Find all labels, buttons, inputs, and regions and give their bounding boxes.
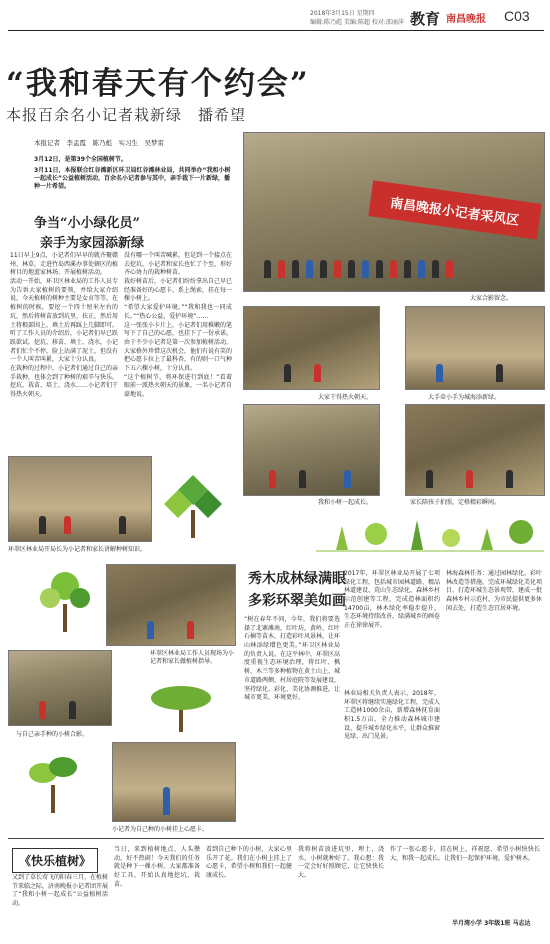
body-paragraph: 11日早上9点，小记者们早早的就齐聚赣州、林草，走进竹岛西溪办事处辖区的植树目的地蓝家林场，开展植树活动。 <box>10 252 119 277</box>
header-rule <box>8 30 544 31</box>
event-banner: 南昌晚报小记者采风区 <box>368 180 541 239</box>
body-paragraph: “希望大家爱护环境。”“我和我也一同成长。”“热心公益，爱护环境”…… <box>124 304 232 320</box>
photo-caption: 环翠区林业局开局长为小记者和家长讲解种树知识。 <box>8 546 147 553</box>
section2-column-3: 林业局相关负责人表示，2018年，环翠区将继续实施绿化工程，完成人工造林1000余亩，新增森林抚育面积1.5万亩，全力推动森林城市建设，提升城乡绿化水平，让群众推窗见绿、出门见景。 <box>344 690 441 741</box>
footer-author: 半月湾小学 3年级1班 马志达 <box>452 920 531 927</box>
tree-icon <box>30 564 100 634</box>
footer-rule <box>8 838 544 839</box>
photo-caption: 大手牵小手为城海添新绿。 <box>428 394 501 401</box>
photo-caption: 小记者为自己种的小树挂上心愿卡。 <box>112 826 209 833</box>
section2-heading-line2: 多彩环翠美如画 <box>248 593 346 609</box>
body-paragraph: 由于不少小记者是第一次参加植树活动，大家格外珍惜这次机会，他们有说有笑的把心愿卡拉上了最科杏，有的则一口气种下五六棵小树，十分认真。 <box>124 338 233 372</box>
tree-icon <box>158 470 228 540</box>
photo-caption: 我和小树一起成长。 <box>318 499 373 506</box>
photo-caption: 大家合影留念。 <box>470 295 513 302</box>
photo-caption: 大家干得热火朝天。 <box>318 394 373 401</box>
section2-column-4: 林海森林任务：通过园林绿化，彩叶林改造等措施，完成环城绿化美化项目，打造环城生态景观带，建成一批森林乡村示范村，为市民提供更多休闲去处，打造生态宜居环境。 <box>446 570 543 612</box>
footer-column-5: 作了一张心愿卡，挂在树上，祥祝愿，希望小树快快长大，和我一起成长。让我们一起保护环境，爱护树木。 <box>390 846 540 862</box>
wish-card-photo <box>112 742 236 822</box>
planting-photo-1 <box>243 306 380 390</box>
byline: 本报记者 李孟霞 陈乃彪 实习生 吴梦雷 <box>34 139 164 147</box>
lead-paragraph-1: 3月12日，是第39个全国植树节。 <box>34 156 127 163</box>
body-paragraph: 在栽种的过程中，小记者们通过自己的亲手栽种，也体会到了种树的艰辛与快乐。 <box>10 364 119 381</box>
body-paragraph: 听了工作人员的介绍后，小记者们早已跃跃欲试。挖坑、移苗、填土、浇水，小记者们忙个不停，脸上沾满了泥土，但没有一个人叫苦叫累，大家十分认真。 <box>10 330 119 364</box>
body-paragraph: 活动一开始，环卫区林业局的工作人员专为告诉大家植树的要领，并给大家介绍说，今天植树的树种主要是女贞等等，在植树的时候，要挖一个四十厘米左右的坑，然后将树苗放到坑里，扶正，然后用土将根部围上，填土后再踩上几脚即可。 <box>10 278 119 329</box>
body-paragraph: “这个植树节，将环保进行到底！”看着眼前一派热火朝天的景象，一名小记者自豪地说。 <box>124 373 233 398</box>
section1-heading-line2: 亲手为家园添新绿 <box>40 236 145 251</box>
footer-title: 《快乐植树》 <box>12 848 98 873</box>
planting-photo-2 <box>405 306 545 390</box>
section1-right-column <box>124 252 232 400</box>
section1-heading-line1: 争当“小小绿化员” <box>34 216 140 231</box>
tree-row-decoration <box>316 512 544 552</box>
tree-icon <box>18 745 88 815</box>
main-headline: “我和春天有个约会” <box>6 66 310 102</box>
section2-column-1: “树在春年不问，今年，我们将要选择了北寨滩南，红叶坊，黄岭，红叶石楠等苗木，打造彩叶风景林，让环山林添绿增色更美。”环卫区林业局的负责人说。在这平林中，环翠区高度重视生态环境治理，将红叶、枫树、木兰等多种植物在黄土山上、城市道路两侧、村居庭院等发展建设，坚持绿化、彩化、美化协调推进，让城市更美、环境更好。 <box>244 616 341 702</box>
section2-heading-line1: 秀木成林绿满眼 <box>248 571 346 587</box>
photo-caption: 家长陪孩子拍照，定格精彩瞬间。 <box>410 499 501 506</box>
photo-caption: 环翠区林业局工作人员现场为小记者和家长做植树指导。 <box>150 650 235 666</box>
section2-column-2: 2017年，环翠区林业局开展了七项绿化工程，包括城市园林道路、精品林道建设、荒山生态绿化、森林乡村示范创建等工程，完成造林面积约14700亩，林木绿化率稳步提升，生态环境持续改善，绿满城乡的画卷正在徐徐展开。 <box>344 570 441 630</box>
planting-photo-3 <box>243 404 380 496</box>
page-number: C03 <box>504 8 530 24</box>
sub-headline: 本报百余名小记者栽新绿 播希望 <box>6 106 247 124</box>
body-paragraph: 没有哪一个叫苦喊累，但是到一个接点在去挖坑，小记者和家长也忙了个至，形好齐心协力的栽种树苗。 <box>124 252 233 277</box>
lead-paragraph-2: 3月11日，本报联合红谷滩新区环卫局红谷滩林业局，共同举办“我和小树一起成长”公益植树活动，百余名小记者参与其中，亲手栽下一片新绿，播种一片希望。 <box>34 167 231 191</box>
tree-icon <box>146 678 216 734</box>
body-paragraph: 挖坑、栽苗、培土、浇水……小记者们干得热火朝天。 <box>10 382 119 398</box>
director-speech-photo <box>8 456 152 542</box>
body-paragraph: 这一张张小卡片上，小记者们用稚嫩的笔写下了自己的心愿，也挂下了一份承诺。 <box>124 321 233 338</box>
section1-left-column <box>10 252 118 400</box>
photo-caption: 与自己亲手种的小树合影。 <box>16 731 89 738</box>
footer-column-1: 又到了草长莺飞的阳春三月，在植树节来临之际，济南晚报小记者团开展了“我和小树一起成长”公益植树活动。 <box>12 874 109 908</box>
planting-photo-4 <box>405 404 545 496</box>
footer-column-4: 我将树苗放进坑里，埋土，浇水，小树就种好了。我心想：我一定会好好照顾它，让它快快长大。 <box>298 846 384 880</box>
tree-selfie-photo <box>8 650 112 726</box>
editor-credits: 编辑:陈乃彪 美编:陈超 校对:邵丽萍 <box>310 19 404 26</box>
guidance-photo <box>106 564 236 646</box>
section-label: 教育 <box>410 10 441 28</box>
issue-date: 2018年3月15日 星期四 <box>310 10 375 17</box>
footer-column-2: 当日，来到植树地点，人头攒动，好不热闹！今天我们的任务就是种下一棵小树。大家都准备好工具，开始认真地挖坑、栽苗。 <box>114 846 200 888</box>
footer-column-3: 看到自己种下的小树，大家心里乐开了花。我们在小树上挂上了心愿卡，希望小树和我们一起健康成长。 <box>206 846 292 880</box>
body-paragraph: 栽好树苗后，小记者们纷纷拿出自己早已经准备好的心愿卡，系上绳索，挂在每一棵小树上。 <box>124 278 233 303</box>
newspaper-logo: 南昌晚报 <box>446 14 486 25</box>
tree-icon <box>316 512 544 552</box>
